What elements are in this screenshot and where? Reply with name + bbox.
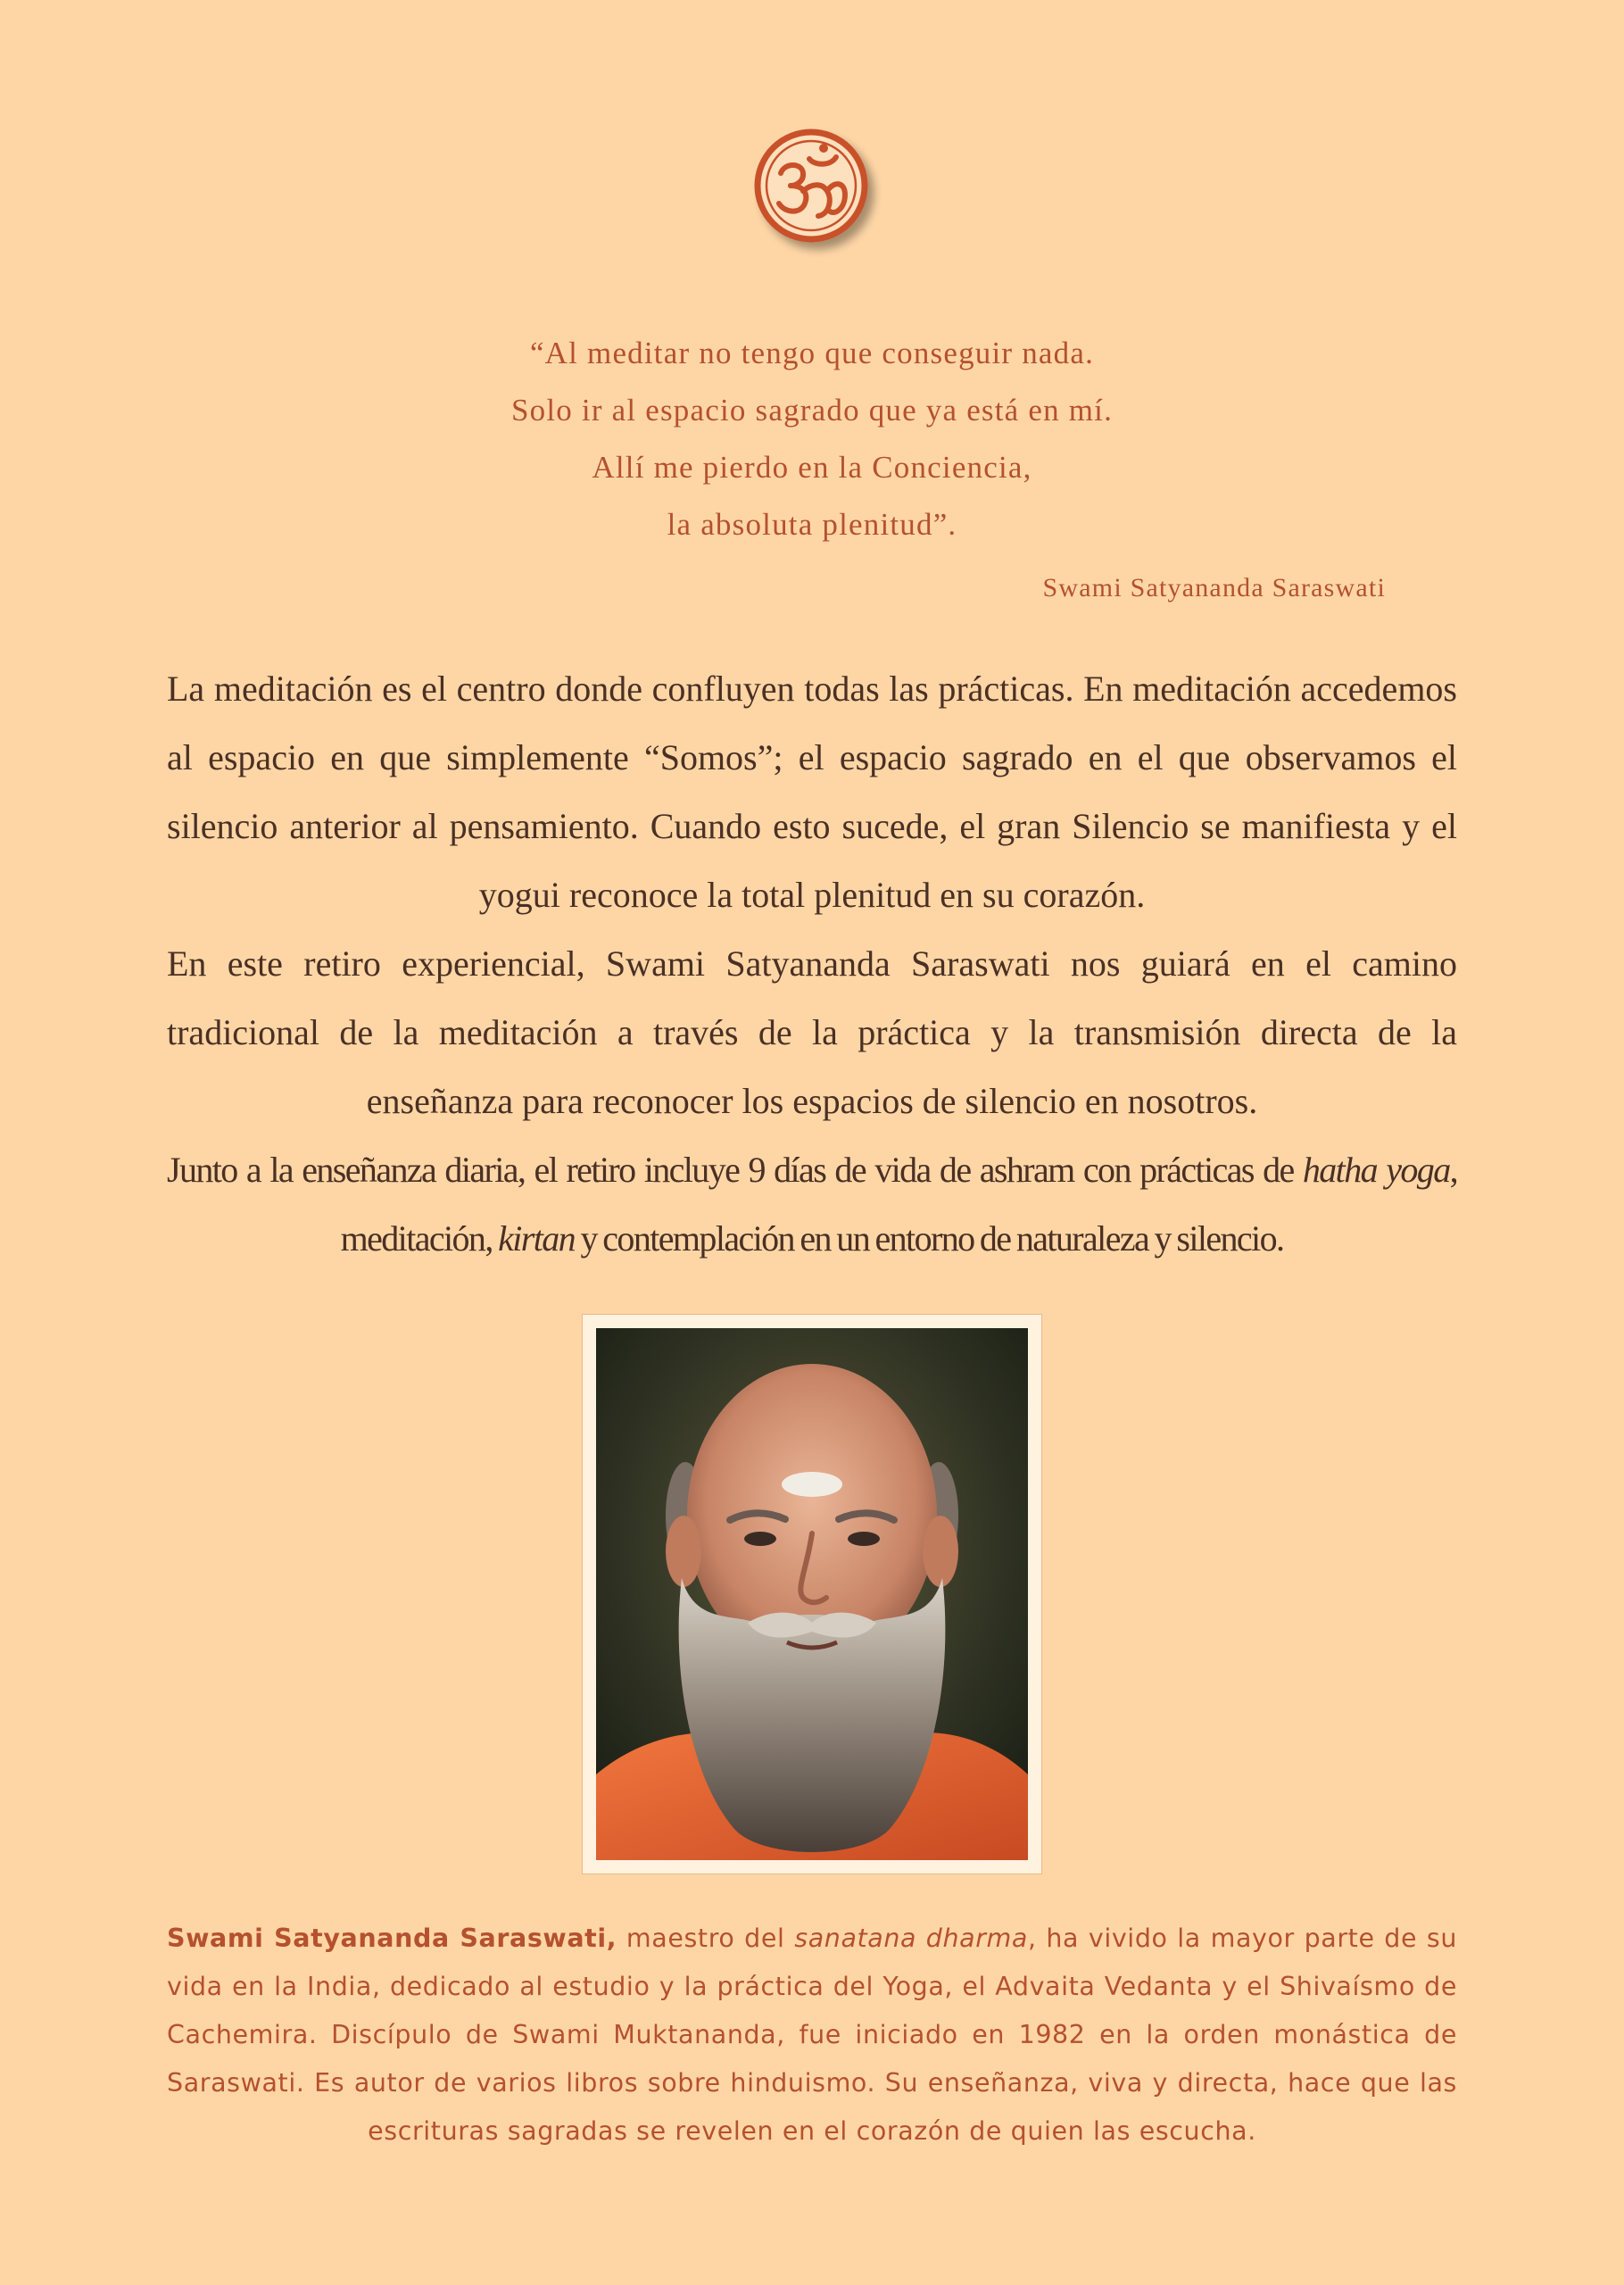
- quote-author: Swami Satyananda Saraswati: [1042, 573, 1386, 602]
- om-symbol-graphic: [754, 129, 888, 262]
- opening-quote: [0, 325, 1624, 553]
- photo-frame: [583, 1315, 1041, 1874]
- schedule-text-c: y contemplación en un entorno de naturaleza y silencio.: [575, 1218, 1284, 1259]
- bio-term-sanatana-dharma: sanatana dharma: [794, 1924, 1028, 1953]
- portrait-photo: [596, 1328, 1028, 1860]
- quote-line-2: Solo ir al espacio sagrado que ya está en mí.: [510, 393, 1114, 428]
- schedule-text-b: , meditación,: [340, 1150, 1457, 1259]
- bio-name: Swami Satyananda Saraswati,: [167, 1924, 617, 1953]
- portrait-illustration: [596, 1328, 1028, 1860]
- schedule-term-hatha-yoga: hatha yoga: [1302, 1150, 1450, 1190]
- schedule-text-a: Junto a la enseñanza diaria, el retiro incluye 9 días de vida de ashram con prácticas de: [167, 1150, 1303, 1190]
- schedule-term-kirtan: kirtan: [498, 1218, 576, 1259]
- quote-line-4: la absoluta plenitud”.: [667, 507, 957, 542]
- paragraph-retreat: En este retiro experiencial, Swami Satyananda Saraswati nos guiará en el camino tradicional de la meditación a través de la práctica y la transmisión directa de la enseñanza para reconocer los espacios de silencio en nosotros.: [167, 943, 1457, 1121]
- paragraph-meditation: La meditación es el centro donde confluyen todas las prácticas. En meditación accedemos al espacio en que simplemente “Somos”; el espacio sagrado en el que observamos el silencio anterior al pensamiento. Cuando esto sucede, el gran Silencio se manifiesta y el yogui reconoce la total plenitud en su corazón.: [167, 669, 1457, 915]
- quote-line-1: “Al meditar no tengo que conseguir nada.: [529, 336, 1095, 370]
- paragraph-schedule: [167, 1135, 1457, 1273]
- bio-text-1: maestro del: [617, 1924, 795, 1953]
- author-bio: [167, 1915, 1457, 2156]
- retreat-description: [167, 654, 1457, 1273]
- om-icon: [754, 129, 870, 245]
- quote-line-3: Allí me pierdo en la Conciencia,: [592, 450, 1032, 485]
- bio-text-2: , ha vivido la mayor parte de su vida en la India, dedicado al estudio y la práctica del Yoga, el Advaita Vedanta y el Shivaísmo de Cachemira. Discípulo de Swami Muktananda, fue iniciado en 1982 en la orden monástica de Saraswati. Es autor de varios libros sobre hinduismo. Su enseñanza, viva y directa, hace que las escrituras sagradas se revelen en el corazón de quien las escucha.: [167, 1924, 1457, 2146]
